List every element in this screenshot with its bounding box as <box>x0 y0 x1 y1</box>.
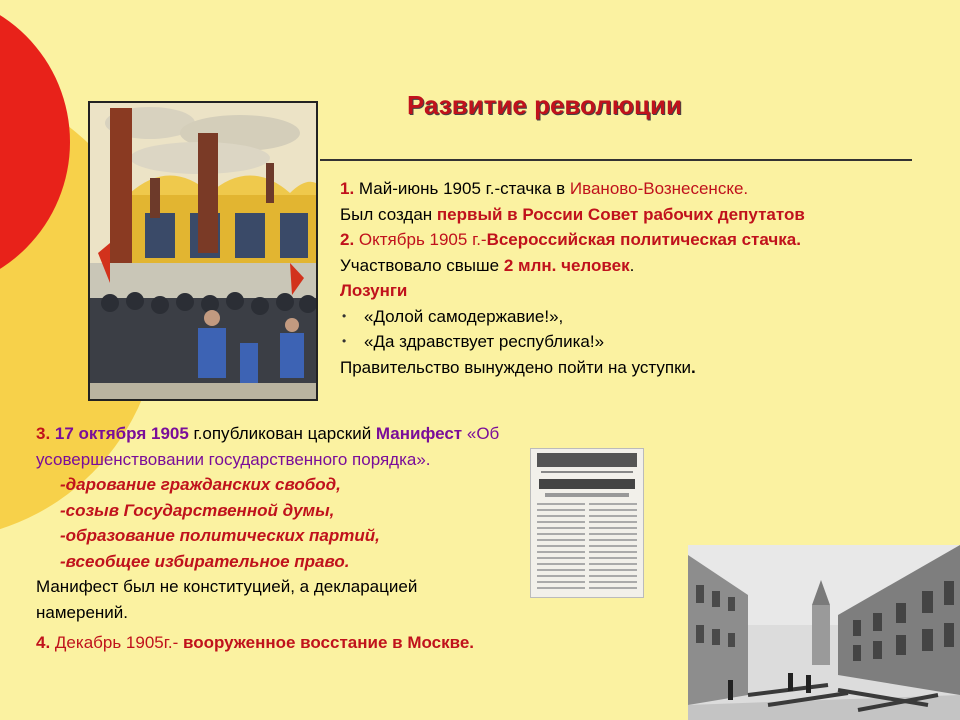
manifesto-newspaper-image <box>530 448 644 598</box>
moscow-barricades-photo <box>688 545 960 720</box>
item-1-created-text: Был создан <box>340 204 437 224</box>
item-1-text: Май-июнь 1905 г.-стачка в <box>354 179 570 198</box>
item-2-line-1 <box>340 227 805 253</box>
bullet-icon: • <box>342 308 347 323</box>
item-3-text: г.опубликован царский <box>188 424 376 443</box>
item-2-period: . <box>629 255 635 275</box>
item-4-text: Декабрь 1905г.- <box>50 633 183 652</box>
item-1-line-1 <box>340 176 805 202</box>
item-2-text: Октябрь 1905 г.- <box>354 230 487 249</box>
strike-painting-image <box>88 101 318 401</box>
item-2-participated-text: Участвовало свыше <box>340 255 504 275</box>
item-3-date: 17 октября 1905 <box>50 424 189 443</box>
slogan-item <box>340 329 805 355</box>
manifest-point: -дарование гражданских свобод, <box>60 475 341 494</box>
bullet-icon: • <box>342 334 347 348</box>
manifest-point: -всеобщее избирательное право. <box>60 551 350 571</box>
item-4-number: 4. <box>36 633 51 652</box>
item-2-count-text: 2 млн. человек <box>503 255 630 275</box>
item-2-line-2 <box>340 253 805 279</box>
item-2-strike-text: Всероссийская политическая стачка. <box>486 230 801 249</box>
item-3-line-1 <box>36 421 499 447</box>
left-text-block <box>36 421 499 656</box>
manifest-note-line-1: Манифест был не конституцией, а декларацией <box>36 577 418 596</box>
manifest-point: -созыв Государственной думы, <box>60 500 335 520</box>
slogan-text: «Да здравствует республика!» <box>364 332 605 351</box>
item-4-line <box>36 630 499 656</box>
item-2-number: 2. <box>340 230 355 249</box>
right-text-block <box>340 176 805 380</box>
manifest-point: -образование политических партий, <box>60 526 380 545</box>
concession-line <box>340 355 805 381</box>
item-3-quote-open: «Об <box>462 424 500 443</box>
concession-period: . <box>691 357 696 377</box>
item-3-number: 3. <box>36 424 51 443</box>
item-1-soviet-text: первый в России Совет рабочих депутатов <box>436 204 805 224</box>
item-1-place: Иваново-Вознесенске. <box>569 179 749 198</box>
concession-text: Правительство вынуждено пойти на уступки <box>340 357 692 377</box>
slide-title: Развитие революции <box>407 90 682 120</box>
item-1-number: 1. <box>340 179 355 198</box>
item-1-line-2 <box>340 202 805 228</box>
title-divider <box>320 159 912 161</box>
slogans-label: Лозунги <box>340 281 408 300</box>
item-4-uprising-text: вооруженное восстание в Москве. <box>182 633 475 652</box>
item-3-manifest: Манифест <box>375 424 463 443</box>
slogan-item <box>340 304 805 330</box>
slogan-text: «Долой самодержавие!», <box>364 306 564 326</box>
manifest-note-line-2: намерений. <box>36 602 128 622</box>
item-3-line-2: усовершенствовании государственного порядка». <box>36 449 431 469</box>
